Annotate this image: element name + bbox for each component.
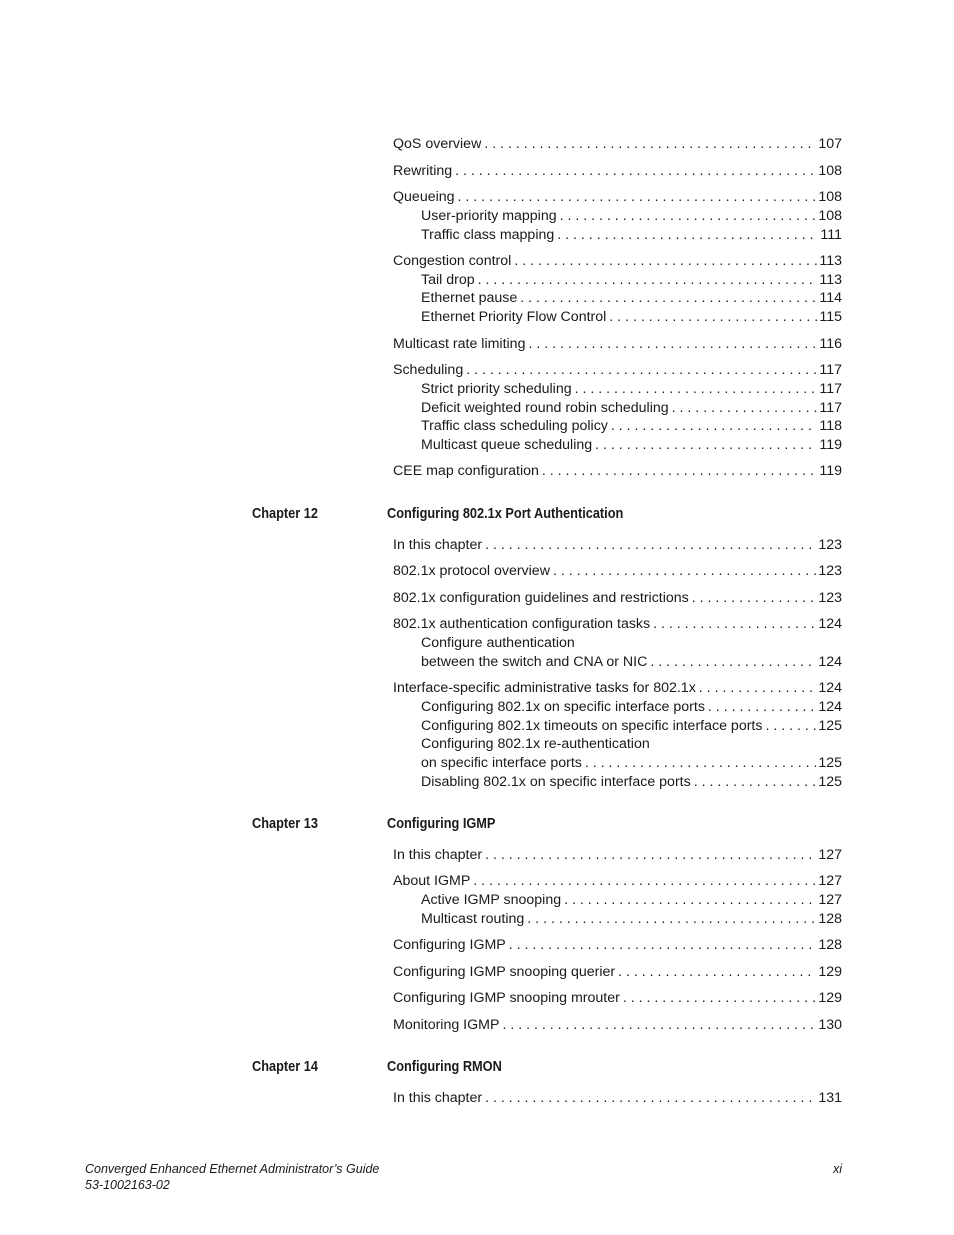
toc-entry[interactable]: CEE map configuration . . . 119: [393, 462, 842, 480]
toc-entry[interactable]: Multicast rate limiting . . . 116: [393, 335, 842, 353]
toc-entry[interactable]: Configuring IGMP snooping mrouter . . . 129: [393, 989, 842, 1007]
toc-subentry[interactable]: Multicast queue scheduling . . . 119: [421, 436, 842, 454]
toc-entry[interactable]: Configuring IGMP . . . 128: [393, 936, 842, 954]
toc-subentry[interactable]: User-priority mapping . . . 108: [421, 207, 842, 225]
toc-subentry[interactable]: Active IGMP snooping . . . 127: [421, 891, 842, 909]
toc-subentry[interactable]: between the switch and CNA or NIC . . . 124: [421, 653, 842, 671]
toc-subentry[interactable]: Traffic class scheduling policy . . . 118: [421, 417, 842, 435]
toc-entry[interactable]: 802.1x authentication configuration tasks . . . 124: [393, 615, 842, 633]
chapter-number: Chapter 13: [252, 816, 318, 832]
toc-entry[interactable]: In this chapter . . . 127: [393, 846, 842, 864]
toc-entry[interactable]: In this chapter . . . 131: [393, 1089, 842, 1107]
toc-subentry[interactable]: Configuring 802.1x timeouts on specific interface ports . . . 125: [421, 717, 842, 735]
toc-entry[interactable]: In this chapter . . . 123: [393, 536, 842, 554]
toc-subentry-line1[interactable]: Configuring 802.1x re-authentication: [421, 736, 650, 752]
toc-entry[interactable]: Scheduling . . . 117: [393, 361, 842, 379]
toc-subentry[interactable]: Traffic class mapping . . . 111: [421, 226, 842, 244]
toc-entry[interactable]: QoS overview . . . 107: [393, 135, 842, 153]
footer-title: Converged Enhanced Ethernet Administrator’s Guide: [85, 1162, 380, 1176]
footer-page-number: xi: [832, 1162, 842, 1176]
chapter-title[interactable]: Configuring RMON: [387, 1059, 502, 1075]
toc-subentry[interactable]: Configuring 802.1x on specific interface ports . . . 124: [421, 698, 842, 716]
toc-entry[interactable]: Congestion control . . . 113: [393, 252, 842, 270]
chapter-title[interactable]: Configuring IGMP: [387, 816, 496, 832]
toc-subentry[interactable]: Multicast routing . . . 128: [421, 910, 842, 928]
toc-entry[interactable]: Configuring IGMP snooping querier . . . 129: [393, 963, 842, 981]
toc-subentry[interactable]: Tail drop . . . 113: [421, 271, 842, 289]
toc-entry[interactable]: Interface-specific administrative tasks for 802.1x . . . 124: [393, 679, 842, 697]
chapter-number: Chapter 14: [252, 1059, 318, 1075]
toc-entry[interactable]: About IGMP . . . 127: [393, 872, 842, 890]
toc-entry[interactable]: Rewriting . . . 108: [393, 162, 842, 180]
toc-subentry-line1[interactable]: Configure authentication: [421, 635, 575, 651]
toc-entry[interactable]: 802.1x configuration guidelines and restrictions . . . 123: [393, 589, 842, 607]
chapter-title[interactable]: Configuring 802.1x Port Authentication: [387, 506, 624, 522]
toc-subentry[interactable]: Strict priority scheduling . . . 117: [421, 380, 842, 398]
toc-entry[interactable]: 802.1x protocol overview . . . 123: [393, 562, 842, 580]
toc-subentry[interactable]: Deficit weighted round robin scheduling . . . 117: [421, 399, 842, 417]
toc-subentry[interactable]: Ethernet Priority Flow Control . . . 115: [421, 308, 842, 326]
toc-subentry[interactable]: Disabling 802.1x on specific interface ports . . . 125: [421, 773, 842, 791]
toc-entry[interactable]: Queueing . . . 108: [393, 188, 842, 206]
toc-subentry[interactable]: Ethernet pause . . . 114: [421, 289, 842, 307]
toc-subentry[interactable]: on specific interface ports . . . 125: [421, 754, 842, 772]
toc-entry[interactable]: Monitoring IGMP . . . 130: [393, 1016, 842, 1034]
chapter-number: Chapter 12: [252, 506, 318, 522]
footer-doc-number: 53-1002163-02: [85, 1178, 170, 1192]
